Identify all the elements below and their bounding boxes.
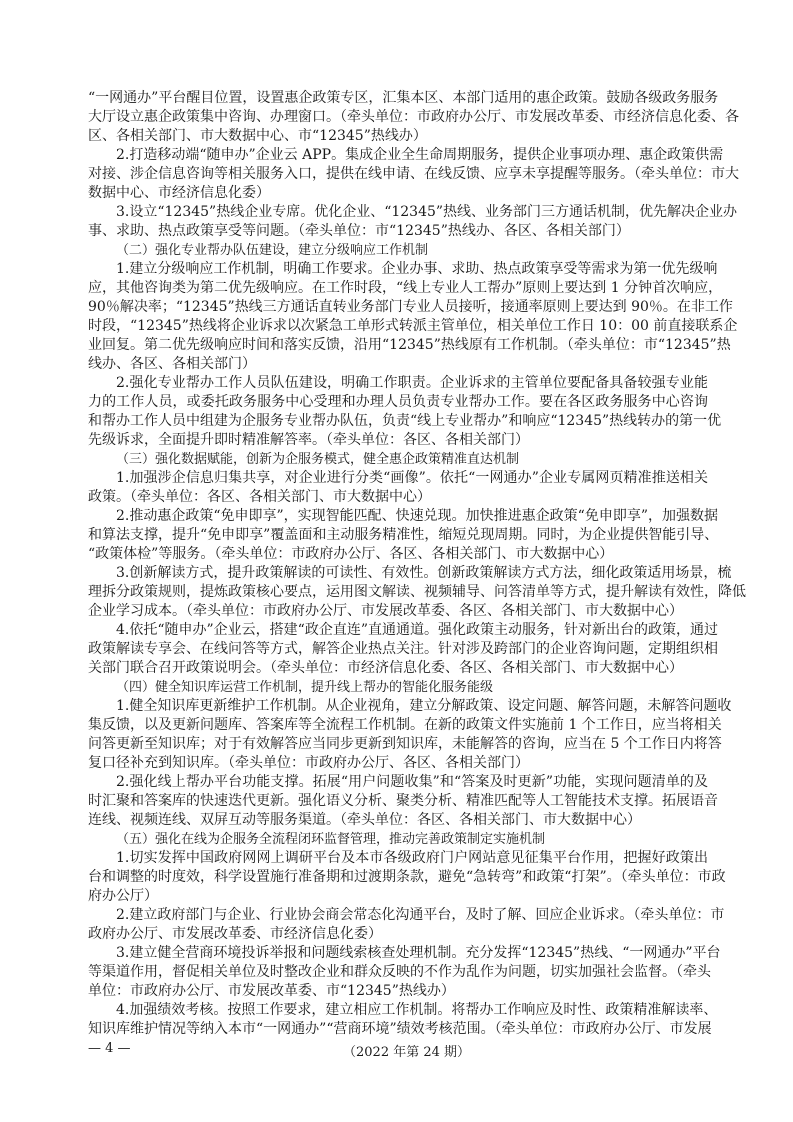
text-line: 关部门联合召开政策说明会。（牵头单位：市经济信息化委、各区、各相关部门、市大数据中心） <box>88 660 683 676</box>
paragraph <box>88 773 718 830</box>
issue-label: （2022 年第 24 期） <box>343 1045 471 1060</box>
text-line: 1.建立分级响应工作机制，明确工作要求。企业办事、求助、热点政策享受等需求为第一优先级响 <box>116 261 718 277</box>
text-line: 和算法支撑，提升“免申即享”覆盖面和主动服务精准性，缩短兑现周期。同时，为企业提供智能引导、 <box>88 527 719 543</box>
text-line: 3.创新解读方式，提升政策解读的可读性、有效性。创新政策解读方式方法，细化政策适用场景，梳 <box>116 565 732 581</box>
text-line: 2.强化线上帮办平台功能支撑。拓展“用户问题收集”和“答案及时更新”功能，实现问题清单的及 <box>116 774 708 790</box>
text-line: 力的工作人员，或委托政务服务中心受理和办理人员负责专业帮办工作。要在各区政务服务中心咨询 <box>88 394 708 410</box>
paragraph <box>88 260 738 374</box>
text-line: 府办公厅） <box>88 888 158 904</box>
text-line: 1.切实发挥中国政府网网上调研平台及本市各级政府门户网站意见征集平台作用，把握好政策出 <box>116 850 708 866</box>
text-line: 2.打造移动端“随申办”企业云 APP。集成企业全生命周期服务，提供企业事项办理、惠企政策供需 <box>116 147 724 163</box>
text-line: 政府办公厅、市发展改革委、市经济信息化委） <box>88 926 382 942</box>
text-line: 1.健全知识库更新维护工作机制。从企业视角，建立分解政策、设定问题、解答问题，未解答问题收 <box>116 698 732 714</box>
text-line: 大厅设立惠企政策集中咨询、办理窗口。（牵头单位：市政府办公厅、市发展改革委、市经济信息化委、各 <box>88 109 739 125</box>
text-line: 和帮办工作人员中组建为企服务专业帮办队伍，负责“线上专业帮办”和响应“12345”热线转办的第一优 <box>88 413 722 429</box>
text-line: 时段，“12345”热线将企业诉求以次紧急工单形式转派主管单位，相关单位工作日 10：00 前直接联系企 <box>88 318 738 334</box>
text-line: （二）强化专业帮办队伍建设，建立分级响应工作机制 <box>116 243 429 258</box>
text-line: 3.设立“12345”热线企业专席。优化企业、“12345”热线、业务部门三方通话机制，优先解决企业办 <box>116 204 738 220</box>
paragraph <box>88 203 738 241</box>
text-line: （四）健全知识库运营工作机制，提升线上帮办的智能化服务能级 <box>116 680 494 695</box>
document-body <box>88 89 746 1039</box>
paragraph <box>88 89 739 146</box>
text-line: 3.建立健全营商环境投诉举报和问题线索核查处理机制。充分发挥“12345”热线、“一网通办”平台 <box>116 945 721 961</box>
text-line: 政策。（牵头单位：各区、各相关部门、市大数据中心） <box>88 489 431 505</box>
text-line: 连线、视频连线、双屏互动等服务渠道。（牵头单位：各区、各相关部门、市大数据中心） <box>88 812 641 828</box>
paragraph <box>88 1001 718 1039</box>
text-line: 应，其他咨询类为第二优先级响应。在工作时段，“线上专业人工帮办”原则上要达到 1 分钟首次响应， <box>88 280 723 296</box>
text-line: 问答更新至知识库；对于有效解答应当同步更新到知识库，未能解答的咨询，应当在 5 个工作日内将答 <box>88 736 722 752</box>
text-line: 区、各相关部门、市大数据中心、市“12345”热线办） <box>88 128 427 144</box>
text-line: 复口径补充到知识库。（牵头单位：市政府办公厅、各区、各相关部门） <box>88 755 529 771</box>
text-line: 单位：市政府办公厅、市发展改革委、市“12345”热线办） <box>88 983 455 999</box>
text-line: 4.依托“随申办”企业云，搭建“政企直连”直通通道。强化政策主动服务，针对新出台的政策，通过 <box>116 622 718 638</box>
section-heading <box>88 830 708 849</box>
section-heading <box>88 678 708 697</box>
text-line: 集反馈，以及更新问题库、答案库等全流程工作机制。在新的政策文件实施前 1 个工作日，应当将相关 <box>88 717 722 733</box>
text-line: 90％解决率；“12345”热线三方通话直转业务部门专业人员接听，接通率原则上要达到 90％。在非工作 <box>88 299 733 315</box>
paragraph <box>88 849 726 906</box>
text-line: 1.加强涉企信息归集共享，对企业进行分类“画像”。依托“一网通办”企业专属网页精准推送相关 <box>116 470 708 486</box>
text-line: 对接、涉企信息咨询等相关服务入口，提供在线申请、在线反馈、应享未享提醒等服务。（牵头单位：市大 <box>88 166 739 182</box>
text-line: 业回复。第二优先级响应时间和落实反馈，沿用“12345”热线原有工作机制。（牵头单位：市“12345”热 <box>88 337 731 353</box>
text-line: 2.建立政府部门与企业、行业协会商会常态化沟通平台，及时了解、回应企业诉求。（牵头单位：市 <box>116 907 725 923</box>
text-line: 事、求助、热点政策享受等问题。（牵头单位：市“12345”热线办、各区、各相关部门） <box>88 223 630 239</box>
text-line: 时汇聚和答案库的快速迭代更新。强化语义分析、聚类分析、精准匹配等人工智能技术支撑。拓展语音 <box>88 793 718 809</box>
text-line: （三）强化数据赋能，创新为企服务模式，健全惠企政策精准直达机制 <box>116 452 520 467</box>
text-line: 2.推动惠企政策“免申即享”，实现智能匹配、快速兑现。加快推进惠企政策“免申即享”，加强数据 <box>116 508 718 524</box>
text-line: 线办、各区、各相关部门） <box>88 356 256 372</box>
paragraph <box>88 944 721 1001</box>
text-line: 等渠道作用，督促相关单位及时整改企业和群众反映的不作为乱作为问题，切实加强社会监督。（牵头 <box>88 964 711 980</box>
text-line: “一网通办”平台醒目位置，设置惠企政策专区，汇集本区、本部门适用的惠企政策。鼓励各级政务服务 <box>88 90 719 106</box>
page-number: — 4 — <box>88 1041 131 1056</box>
text-line: 理拆分政策规则，提炼政策核心要点，运用图文解读、视频辅导、问答清单等方式，提升解读有效性，降低 <box>88 584 746 600</box>
section-heading <box>88 241 708 260</box>
text-line: 4.加强绩效考核。按照工作要求，建立相应工作机制。将帮办工作响应及时性、政策精准解读率、 <box>116 1002 718 1018</box>
text-line: 政策解读专享会、在线问答等方式，解答企业热点关注。针对涉及跨部门的企业咨询问题，定期组织相 <box>88 641 718 657</box>
text-line: 2.强化专业帮办工作人员队伍建设，明确工作职责。企业诉求的主管单位要配备具备较强专业能 <box>116 375 708 391</box>
paragraph <box>88 469 708 507</box>
page-footer <box>88 1041 708 1061</box>
paragraph <box>88 374 722 450</box>
text-line: 台和调整的时度效，科学设置施行准备期和过渡期条款，避免“急转弯”和政策“打架”。（牵头单位：市政 <box>88 869 726 885</box>
text-line: （五）强化在线为企服务全流程闭环监督管理，推动完善政策制定实施机制 <box>116 832 546 847</box>
text-line: 知识库维护情况等纳入本市“一网通办”“营商环境”绩效考核范围。（牵头单位：市政府办公厅、市发展 <box>88 1021 712 1037</box>
paragraph <box>88 507 719 564</box>
paragraph <box>88 697 732 773</box>
paragraph <box>88 146 739 203</box>
text-line: 数据中心、市经济信息化委） <box>88 185 270 201</box>
paragraph <box>88 906 725 944</box>
section-heading <box>88 450 708 469</box>
paragraph <box>88 621 718 678</box>
text-line: 企业学习成本。（牵头单位：市政府办公厅、市发展改革委、各区、各相关部门、市大数据中心） <box>88 603 683 619</box>
text-line: “政策体检”等服务。（牵头单位：市政府办公厅、各区、各相关部门、市大数据中心） <box>88 546 614 562</box>
text-line: 先级诉求，全面提升即时精准解答率。（牵头单位：各区、各相关部门） <box>88 432 529 448</box>
paragraph <box>88 564 746 621</box>
